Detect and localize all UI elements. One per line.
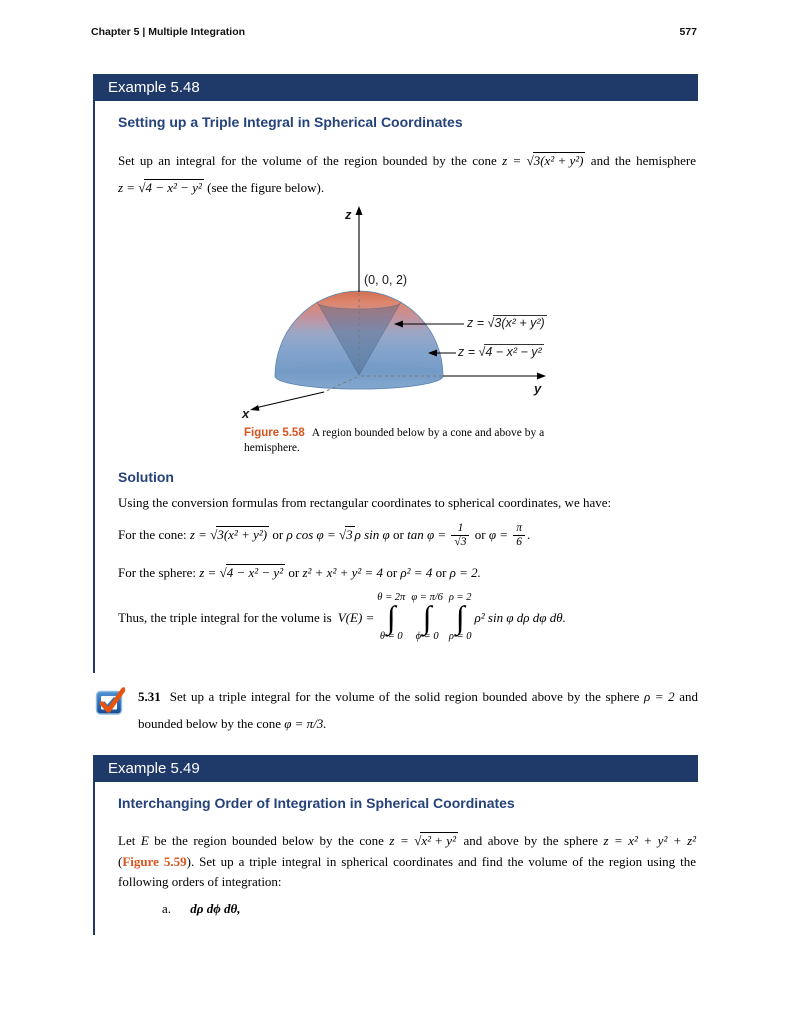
radicand: x² + y² [421,833,456,848]
cone-equation-label [467,315,547,331]
sphere-condition: ρ = 2 [643,689,675,704]
example-5-49-body [93,782,698,935]
solution-heading: Solution [118,468,174,485]
example-5-48-body [93,101,698,673]
y-axis-arrowhead [537,373,546,380]
checkpoint-icon [95,686,125,716]
volume-function: V(E) = [337,609,375,625]
text: Let [118,833,136,848]
or-word: or [474,526,486,542]
text: and above by the sphere [463,833,598,848]
item-math: dρ dϕ dθ, [190,901,241,916]
sqrt-expression [488,315,547,331]
example-5-48-bar-label: Example 5.48 [108,79,200,96]
radical-sign: √ [478,345,486,359]
eq-lhs: z = [189,526,207,542]
solution-paragraph: Using the conversion formulas from rectangular coordinates to spherical coordinates, we have: [118,494,612,510]
radical-sign: √ [526,153,534,168]
sqrt-expression [479,344,544,360]
radicand: 4 − x² − y² [145,180,202,195]
volume-integral-line [118,592,696,643]
checkpoint-text-2: bounded below by the cone [138,716,281,731]
apex-point-label: (0, 0, 2) [364,273,408,287]
fraction [451,522,469,549]
lead-text: For the sphere: [118,564,196,580]
checkpoint-text-1b: and [679,689,698,704]
ex49-paragraph-rest [118,852,696,892]
checkpoint-line-1 [138,683,698,710]
lead-text: For the cone: [118,526,187,542]
radical-sign: √ [414,833,422,848]
eq-part: ρ² = 4 [400,564,433,580]
radicand: 3(x² + y²) [533,153,584,168]
example-5-48-box [93,74,698,673]
region-name: E [140,833,149,848]
numerator: π [516,522,523,535]
radical-sign: √ [487,316,495,330]
or-word: or [272,526,284,542]
lower-limit: ϕ = 0 [415,631,439,643]
text: ( [118,854,123,869]
eq-part: ρ cos φ = [286,526,336,542]
upper-limit: ρ = 2 [448,591,472,603]
intro-text-2: and the hemisphere [590,153,696,168]
lead-text: Thus, the triple integral for the volume is [118,609,332,625]
radicand: 3(x² + y²) [494,316,545,330]
radicand: 3 [346,526,353,542]
sqrt-expression [339,514,355,556]
figure-5-58-caption-text: A region bounded below by a cone and above by a hemisphere. [244,427,545,454]
hemisphere-equation-inline [118,180,207,195]
x-axis-label: x [242,406,250,421]
figure-5-58-caption [244,426,554,456]
eq-part: tan φ = [407,526,447,542]
eq-lhs: z = [502,153,522,168]
eq-lhs: z = [458,345,479,359]
integral-sign: ∫ [386,598,396,635]
text: be the region bounded below by the cone [154,833,384,848]
example-5-49-bar [93,755,698,782]
checkpoint-line-2 [138,710,698,737]
checkpoint-5-31 [95,683,698,737]
eq-lhs: z = [118,180,136,195]
radical-sign: √ [219,564,227,580]
sqrt-expression [220,556,286,590]
integral-phi [411,592,443,643]
page-header [91,26,697,38]
checkpoint-text [138,683,698,737]
checkpoint-number: 5.31 [138,689,161,704]
intro-line-2 [118,174,696,201]
sqrt-expression [210,514,269,556]
intro-text-1: Set up an integral for the volume of the region bounded by the cone [118,153,497,168]
radicand: 4 − x² − y² [485,345,542,359]
numerator: 1 [457,522,464,535]
radicand: 4 − x² − y² [226,564,284,580]
item-label: a. [162,901,172,916]
radical-sign: √ [210,526,218,542]
eq-lhs: z = [467,316,488,330]
intro-line-1 [118,147,696,174]
or-word: or [386,564,398,580]
hemisphere-equation-label [458,344,544,360]
example-5-49-box [93,755,698,935]
cone-equation-inline [502,153,591,168]
integral-sign: ∫ [455,598,465,635]
z-axis-label: z [345,207,352,222]
example-5-49-bar-label: Example 5.49 [108,760,200,777]
intro-text-3: (see the figure below). [207,180,325,195]
hemisphere-cone-diagram [244,206,566,421]
radicand: 3(x² + y²) [217,526,268,542]
fraction [513,522,525,549]
eq-part: ρ sin φ [354,526,390,542]
ex49-paragraph-line-1 [118,830,696,852]
lower-limit: θ = 0 [379,631,403,643]
radical-sign: √ [138,180,146,195]
figure-5-58 [244,206,566,421]
z-axis-arrowhead [356,206,363,215]
denominator: 6 [513,535,525,549]
eq-part: φ = [488,526,509,542]
integral-sign: ∫ [422,598,432,635]
integral-theta [377,592,405,643]
upper-limit: φ = π/6 [411,591,443,603]
eq-part: z² + x² + y² = 4 [302,564,384,580]
eq-part: ρ = 2. [449,564,481,580]
integrand: ρ² sin φ dρ dφ dθ. [474,609,566,625]
eq-lhs: z = [199,564,217,580]
page-number: 577 [679,26,697,38]
x-axis-arrowhead [250,405,260,411]
cone-derivation-line [118,514,696,556]
or-word: or [435,564,447,580]
or-word: or [288,564,300,580]
sphere-equation: z = x² + y² + z² [603,833,697,848]
lower-limit: ρ = 0 [448,631,472,643]
figure-5-58-caption-number: Figure 5.58 [244,427,305,439]
eq-lhs: z = [389,833,409,848]
radical-sign: √ [338,526,347,542]
integral-rho [449,592,472,643]
checkpoint-text-1: Set up a triple integral for the volume of the solid region bounded above by the sphere [169,689,640,704]
sqrt-expression [527,147,586,174]
chapter-title: Chapter 5 | Multiple Integration [91,26,246,38]
period: . [527,526,531,542]
order-item-a [162,901,696,917]
example-5-48-bar [93,74,698,101]
y-axis-label: y [534,381,542,396]
cone-condition: φ = π/3. [284,716,327,731]
figure-5-59-link[interactable]: Figure 5.59 [122,854,187,869]
text: ). Set up a triple integral in spherical coordinates and find the volume of the region using the following orders of integration: [118,854,696,889]
denominator: √3 [451,535,469,549]
or-word: or [392,526,404,542]
sphere-derivation-line [118,556,696,590]
sqrt-expression [138,174,204,201]
x-axis [255,392,324,408]
example-5-49-title: Interchanging Order of Integration in Spherical Coordinates [118,795,515,811]
upper-limit: θ = 2π [377,591,406,603]
sqrt-expression [414,830,458,852]
example-5-48-title: Setting up a Triple Integral in Spherical Coordinates [118,114,463,130]
